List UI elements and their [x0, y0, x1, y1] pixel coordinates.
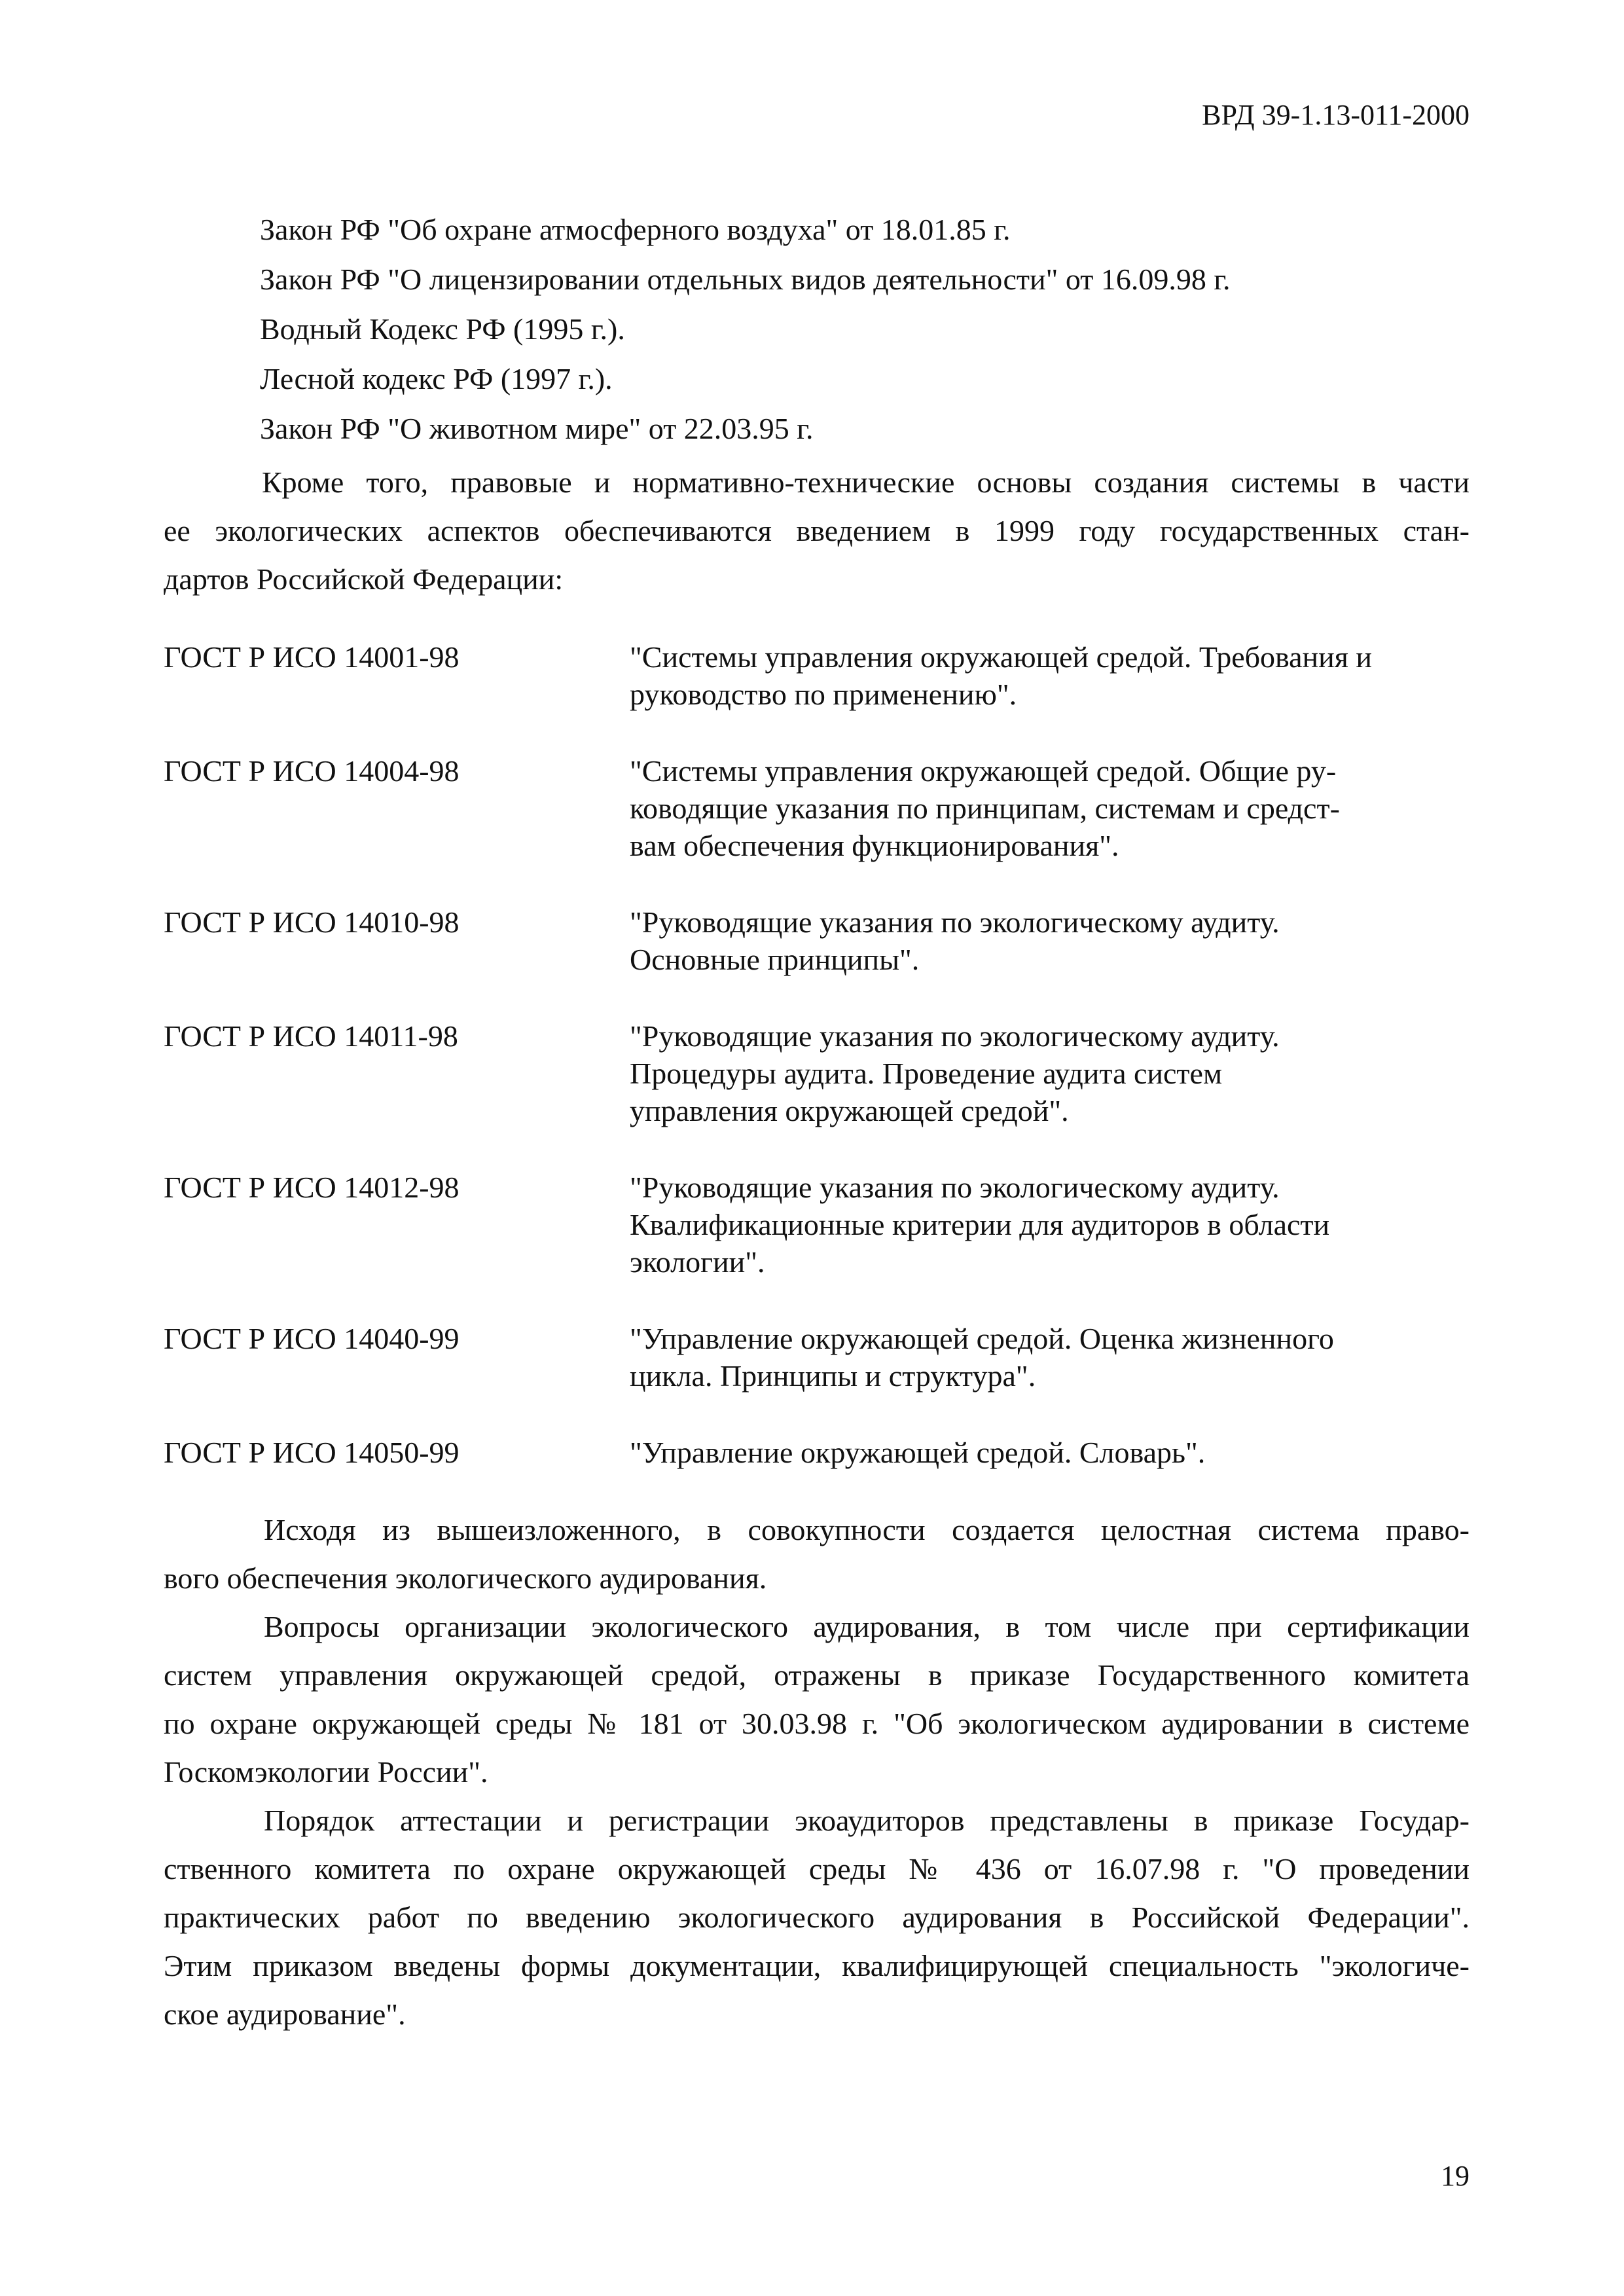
page-number: 19: [1441, 2160, 1470, 2192]
paragraph-line: Этим приказом введены формы документации, квалифицирующей специальность "экологиче-: [164, 1949, 1470, 1982]
standard-title-line: руководство по применению".: [630, 678, 1017, 711]
standard-title: [630, 638, 1473, 713]
standard-title-line: ководящие указания по принципам, системам и средст-: [630, 792, 1340, 825]
paragraph-line: Вопросы организации экологического аудирования, в том числе при сертификации: [264, 1610, 1470, 1643]
standard-title-line: "Системы управления окружающей средой. Общие ру-: [630, 754, 1337, 788]
standard-row: [164, 1434, 1473, 1471]
standard-row: [164, 638, 1473, 713]
standard-title: [630, 752, 1473, 864]
law-item: Закон РФ "О животном мире" от 22.03.95 г.: [260, 412, 814, 445]
paragraph-line: ственного комитета по охране окружающей среды № 436 от 16.07.98 г. "О проведении: [164, 1852, 1470, 1886]
standard-row: [164, 1169, 1473, 1281]
standards-list: [164, 638, 1473, 1471]
document-code-header: ВРД 39-1.13-011-2000: [1202, 99, 1470, 131]
conclusion-section: [164, 1506, 1470, 2039]
standard-title-line: Квалификационные критерии для аудиторов в области: [630, 1208, 1330, 1241]
standard-title: [630, 1434, 1473, 1471]
standard-code: ГОСТ Р ИСО 14004-98: [164, 754, 460, 788]
paragraph-line: Исходя из вышеизложенного, в совокупности создается целостная система право-: [264, 1513, 1470, 1546]
standard-code: ГОСТ Р ИСО 14010-98: [164, 905, 460, 939]
standard-title-line: "Руководящие указания по экологическому аудиту.: [630, 1171, 1280, 1204]
law-item: Закон РФ "О лицензировании отдельных видов деятельности" от 16.09.98 г.: [260, 263, 1231, 296]
standard-title-line: вам обеспечения функционирования".: [630, 829, 1119, 862]
standard-title-line: "Управление окружающей средой. Словарь".: [630, 1436, 1206, 1469]
standard-title-line: "Руководящие указания по экологическому аудиту.: [630, 1019, 1280, 1053]
law-item: Лесной кодекс РФ (1997 г.).: [260, 362, 613, 395]
paragraph-line: по охране окружающей среды № 181 от 30.03.98 г. "Об экологическом аудировании в системе: [164, 1707, 1470, 1740]
standard-title-line: "Руководящие указания по экологическому аудиту.: [630, 905, 1280, 939]
standard-title-line: управления окружающей средой".: [630, 1094, 1069, 1127]
standard-title-line: Основные принципы".: [630, 943, 920, 976]
intro-line: Кроме того, правовые и нормативно-технические основы создания системы в части: [262, 465, 1470, 499]
standard-title: [630, 903, 1473, 978]
conclusion-paragraph: [164, 1506, 1470, 1603]
standard-code: ГОСТ Р ИСО 14001-98: [164, 640, 460, 674]
standard-code: ГОСТ Р ИСО 14050-99: [164, 1436, 460, 1469]
standard-code: ГОСТ Р ИСО 14011-98: [164, 1019, 458, 1053]
law-item: Закон РФ "Об охране атмосферного воздуха" от 18.01.85 г.: [260, 213, 1011, 246]
standard-title: [630, 1169, 1473, 1281]
paragraph-line: практических работ по введению экологического аудирования в Российской Федерации".: [164, 1901, 1470, 1934]
standard-title: [630, 1017, 1473, 1129]
standard-row: [164, 1017, 1473, 1129]
paragraph-line: систем управления окружающей средой, отражены в приказе Государственного комитета: [164, 1658, 1470, 1692]
standard-title-line: цикла. Принципы и структура".: [630, 1359, 1036, 1393]
paragraph-line: Госкомэкологии России".: [164, 1755, 488, 1789]
paragraph-line: ское аудирование".: [164, 1997, 406, 2031]
standard-title-line: "Управление окружающей средой. Оценка жизненного: [630, 1322, 1334, 1355]
paragraph-line: вого обеспечения экологического аудирования.: [164, 1561, 767, 1595]
standard-row: [164, 903, 1473, 978]
intro-paragraph: [164, 458, 1470, 604]
law-item: Водный Кодекс РФ (1995 г.).: [260, 312, 625, 346]
conclusion-paragraph: [164, 1796, 1470, 2039]
conclusion-paragraph: [164, 1603, 1470, 1796]
standard-title-line: экологии".: [630, 1245, 765, 1279]
standard-row: [164, 752, 1473, 864]
standard-row: [164, 1320, 1473, 1394]
standard-title: [630, 1320, 1473, 1394]
standard-code: ГОСТ Р ИСО 14012-98: [164, 1171, 460, 1204]
intro-line: дартов Российской Федерации:: [164, 562, 564, 596]
intro-line: ее экологических аспектов обеспечиваются введением в 1999 году государственных стан-: [164, 514, 1470, 547]
laws-list: [164, 205, 1470, 454]
standard-code: ГОСТ Р ИСО 14040-99: [164, 1322, 460, 1355]
standard-title-line: "Системы управления окружающей средой. Требования и: [630, 640, 1373, 674]
paragraph-line: Порядок аттестации и регистрации экоаудиторов представлены в приказе Государ-: [264, 1804, 1470, 1837]
standard-title-line: Процедуры аудита. Проведение аудита систем: [630, 1057, 1223, 1090]
